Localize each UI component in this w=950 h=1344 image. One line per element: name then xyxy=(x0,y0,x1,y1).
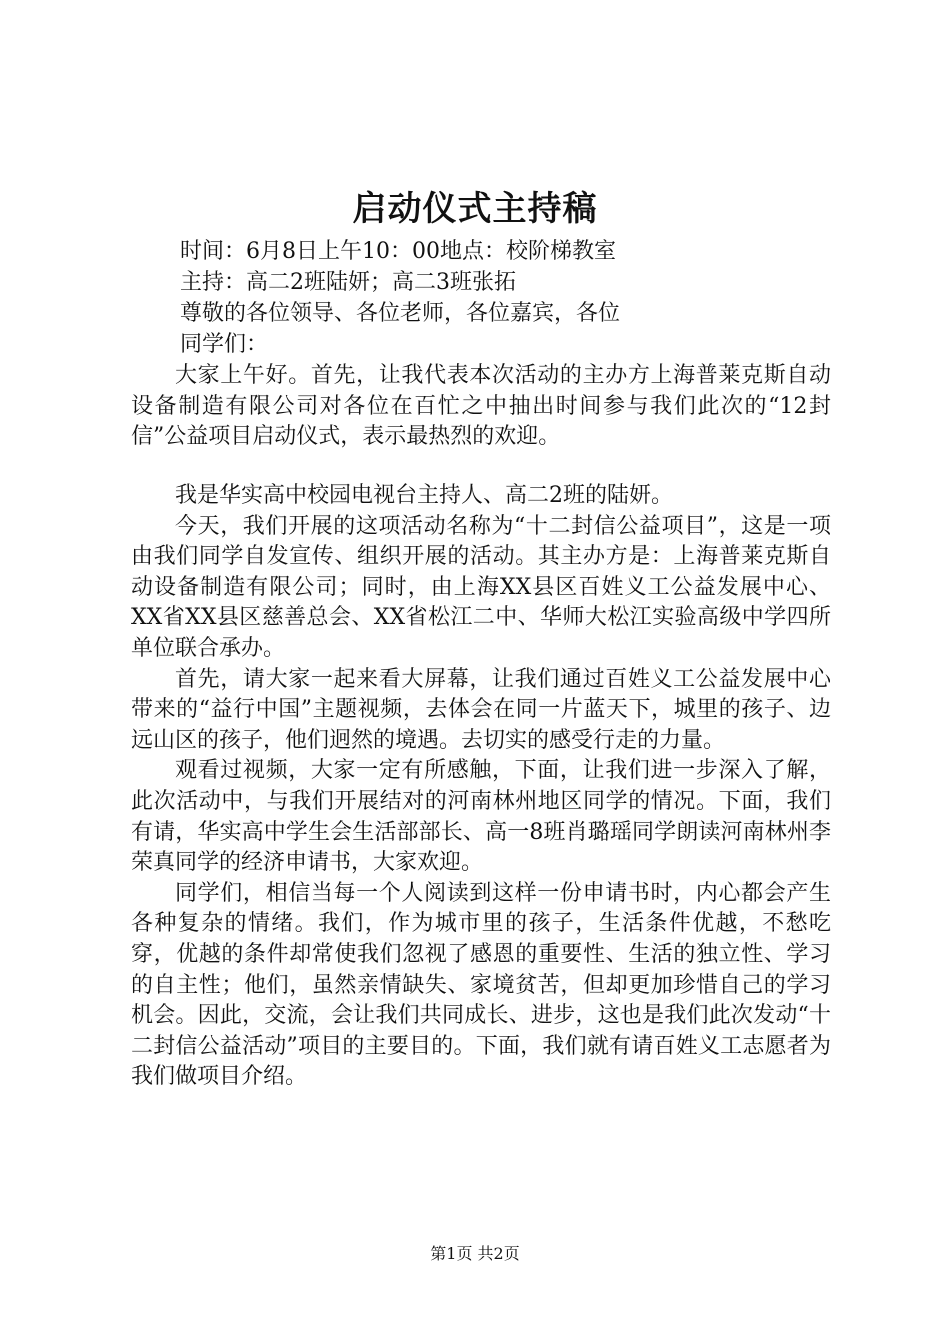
body-paragraph: 同学们，相信当每一个人阅读到这样一份申请书时，内心都会产生各种复杂的情绪。我们，作为城市里的孩子，生活条件优越，不愁吃穿，优越的条件却常使我们忽视了感恩的重要性、生活的独立性、学习的自主性；他们，虽然亲情缺失、家境贫苦，但却更加珍惜自己的学习机会。因此，交流，会让我们共同成长、进步，这也是我们此次发动“十二封信公益活动”项目的主要目的。下面，我们就有请百姓义工志愿者为我们做项目介绍。 xyxy=(131,880,831,1090)
document-title: 启动仪式主持稿 xyxy=(352,189,598,229)
page-footer: 第1页 共2页 xyxy=(430,1244,520,1263)
time-location-line: 时间：6月8日上午10：00地点：校阶梯教室 xyxy=(180,239,616,264)
greeting-line-continued: 同学们： xyxy=(180,332,269,357)
body-paragraph: 我是华实高中校园电视台主持人、高二2班的陆妍。 xyxy=(175,483,673,508)
paragraph-welcome xyxy=(131,361,831,453)
greeting-line: 尊敬的各位领导、各位老师，各位嘉宾，各位 xyxy=(180,301,621,326)
body-paragraph: 今天，我们开展的这项活动名称为“十二封信公益项目”，这是一项由我们同学自发宣传、组织开展的活动。其主办方是：上海普莱克斯自动设备制造有限公司；同时，由上海XX县区百姓义工公益发展中心、XX省XX县区慈善总会、XX省松江二中、华师大松江实验高级中学四所单位联合承办。 xyxy=(131,513,831,661)
body-paragraph: 观看过视频，大家一定有所感触，下面，让我们进一步深入了解，此次活动中，与我们开展结对的河南林州地区同学的情况。下面，我们有请，华实高中学生会生活部部长、高一8班肖璐瑶同学朗读河南林州李荣真同学的经济申请书，大家欢迎。 xyxy=(131,758,831,876)
host-line: 主持：高二2班陆妍；高二3班张拓 xyxy=(180,270,516,295)
body-paragraph: 首先，请大家一起来看大屏幕，让我们通过百姓义工公益发展中心带来的“益行中国”主题视频，去体会在同一片蓝天下，城里的孩子、边远山区的孩子，他们迥然的境遇。去切实的感受行走的力量。 xyxy=(131,666,831,753)
paragraph-group-main xyxy=(131,481,831,1093)
body-paragraph: 大家上午好。首先，让我代表本次活动的主办方上海普莱克斯自动设备制造有限公司对各位在百忙之中抽出时间参与我们此次的“12封信”公益项目启动仪式，表示最热烈的欢迎。 xyxy=(131,363,831,450)
